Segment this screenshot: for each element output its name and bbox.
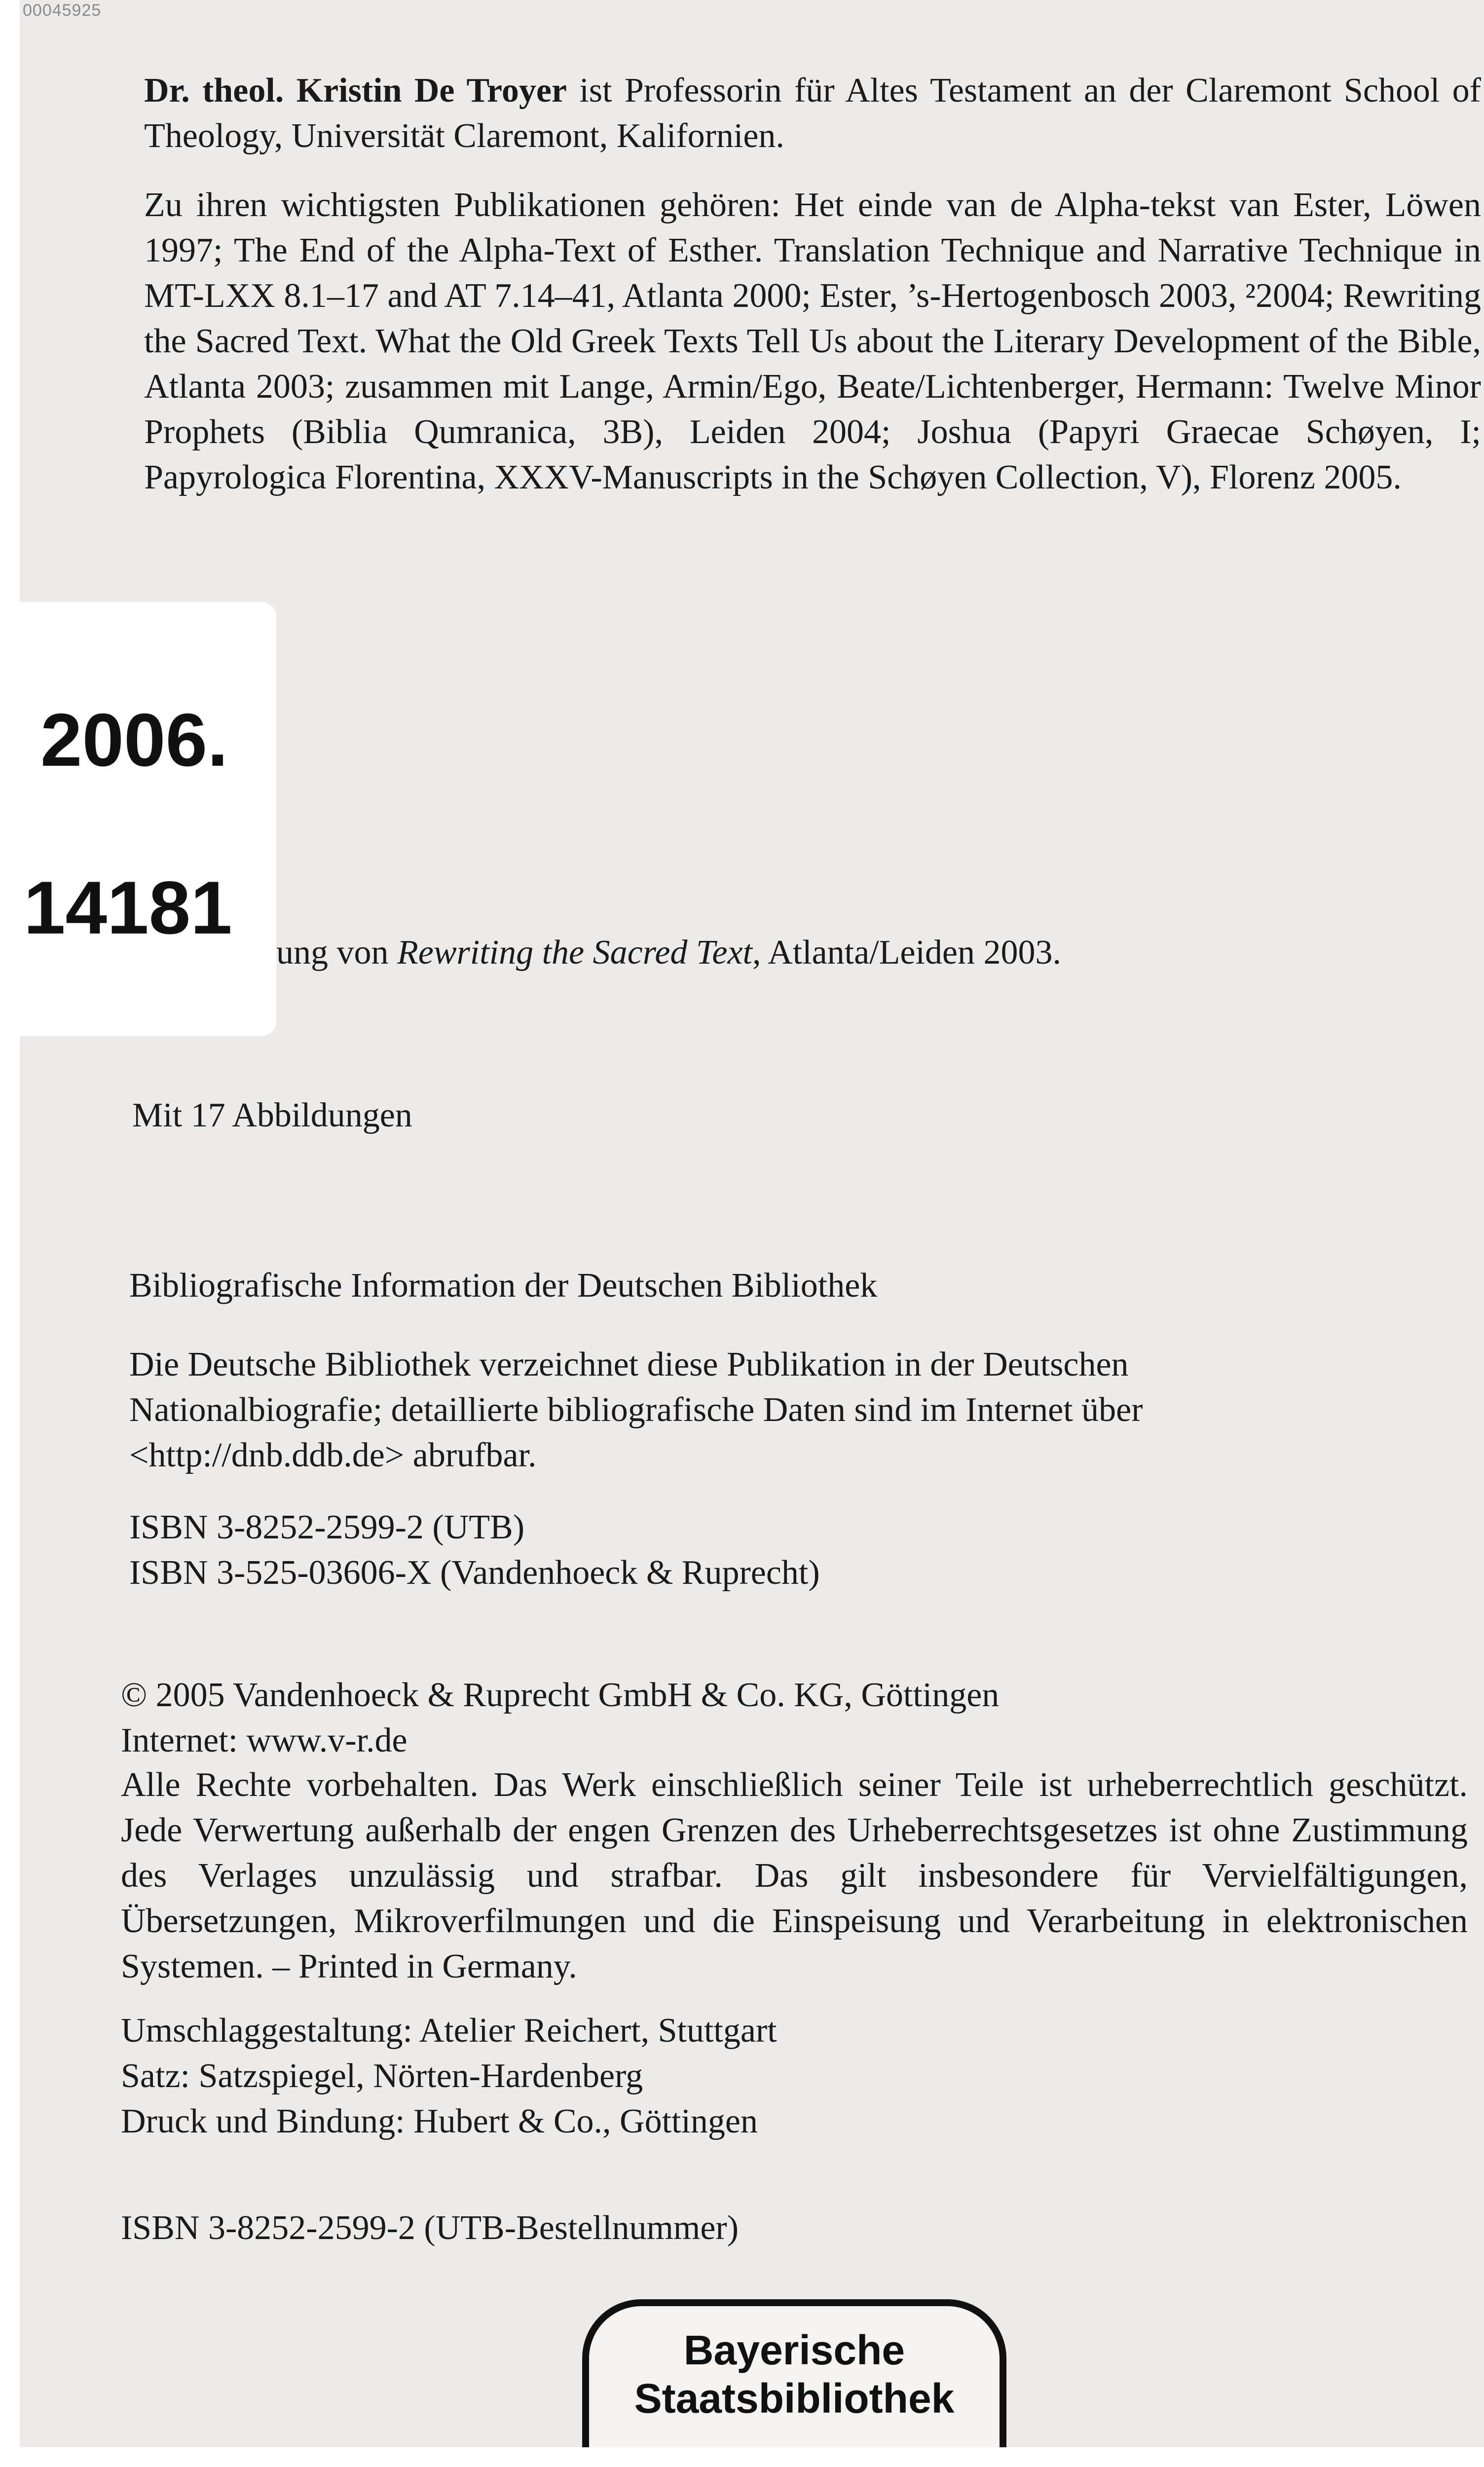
credit-cover: Umschlaggestaltung: Atelier Reichert, Stuttgart [121, 2012, 777, 2050]
rights-paragraph: Alle Rechte vorbehalten. Das Werk einschließlich seiner Teile ist urheberrechtlich geschützt. Jede Verwertung außerhalb der engen Grenzen des Urheberrechtsgesetzes ist ohne Zustimmung des Verlages unzulässig und strafbar. Das gilt insbesondere für Vervielfältigungen, Übersetzungen, Mikroverfilmungen und die Einspeisung und Verarbeitung in elektronischen Systemen. – Printed in Germany. [121, 1766, 1468, 1985]
author-bio-text: ist Professorin für Altes Testament an der Claremont School of Theology, Universität Claremont, Kalifornien. [144, 72, 1481, 155]
isbn-vr: ISBN 3-525-03606-X (Vandenhoeck & Ruprecht) [129, 1554, 820, 1592]
stamp-line-2: Staatsbibliothek [634, 2375, 955, 2422]
sticker-year: 2006. [40, 698, 228, 782]
isbn-list [129, 1505, 820, 1596]
sticker-number: 14181 [24, 866, 232, 950]
translation-prefix: ung von [276, 934, 397, 972]
translation-note [276, 930, 1460, 975]
publications-paragraph: Zu ihren wichtigsten Publikationen gehören: Het einde van de Alpha-tekst van Ester, Löwen 1997; The End of the Alpha-Text of Esther. Translation Technique and Narrative Technique in MT-LXX 8.1–17 and AT 7.14–41, Atlanta 2000; Ester, ’s-Hertogenbosch 2003, ²2004; Rewriting the Sacred Text. What the Old Greek Texts Tell Us about the Literary Development of the Bible, Atlanta 2003; zusammen mit Lange, Armin/Ego, Beate/Lichtenberger, Hermann: Twelve Minor Prophets (Biblia Qumranica, 3B), Leiden 2004; Joshua (Papyri Graecae Schøyen, I; Papyrologica Florentina, XXXV-Manuscripts in the Schøyen Collection, V), Florenz 2005. [144, 186, 1481, 496]
scan-id: 00045925 [23, 1, 102, 20]
translation-suffix: , Atlanta/Leiden 2003. [752, 934, 1061, 972]
isbn-order-number: ISBN 3-8252-2599-2 (UTB-Bestellnummer) [121, 2209, 739, 2247]
copyright-line: © 2005 Vandenhoeck & Ruprecht GmbH & Co. KG, Göttingen [121, 1676, 1000, 1714]
book-page [20, 0, 1484, 2447]
credit-typesetting: Satz: Satzspiegel, Nörten-Hardenberg [121, 2057, 643, 2095]
library-sticker [20, 602, 276, 1036]
bibliographic-title: Bibliografische Information der Deutschen Bibliothek [129, 1267, 878, 1305]
bibliographic-text: Die Deutsche Bibliothek verzeichnet diese Publikation in der Deutschen Nationalbiografie; detaillierte bibliografische Daten sind im Internet über <http://dnb.ddb.de> abrufbar. [129, 1346, 1143, 1474]
library-stamp [582, 2299, 1006, 2447]
credit-printing: Druck und Bindung: Hubert & Co., Göttingen [121, 2102, 758, 2140]
website-line: Internet: www.v-r.de [121, 1721, 408, 1759]
isbn-utb: ISBN 3-8252-2599-2 (UTB) [129, 1508, 525, 1546]
credits-block [121, 2008, 777, 2144]
author-name: Dr. theol. Kristin De Troyer [144, 72, 567, 110]
illustrations-note: Mit 17 Abbildungen [132, 1096, 412, 1134]
stamp-line-1: Bayerische [683, 2327, 905, 2373]
author-bio [144, 68, 1481, 159]
translation-title: Rewriting the Sacred Text [397, 934, 752, 972]
